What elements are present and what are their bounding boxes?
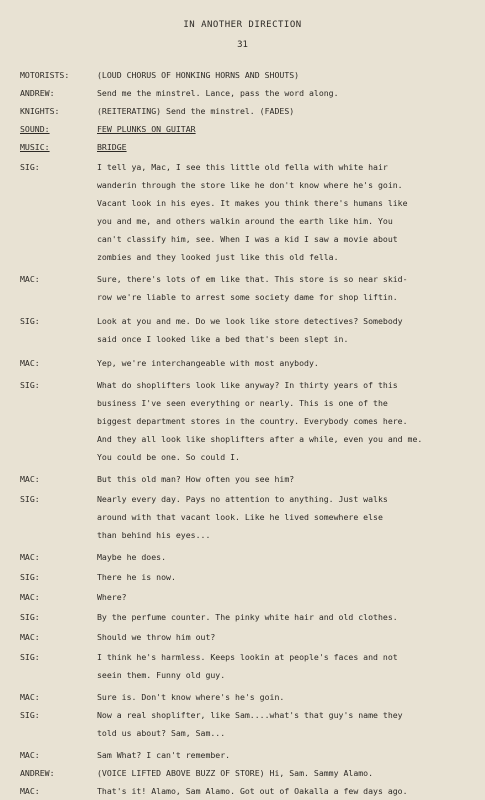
script-line [0, 140, 485, 154]
script-line [0, 332, 485, 346]
script-line [0, 690, 485, 704]
speaker-label: KNIGHTS: [20, 106, 60, 116]
dialogue-text: (REITERATING) Send the minstrel. (FADES) [97, 106, 295, 116]
speaker-label: SIG: [20, 710, 40, 720]
dialogue-text: around with that vacant look. Like he lived somewhere else [97, 512, 383, 522]
dialogue-text: Where? [97, 592, 127, 602]
dialogue-text: said once I looked like a bed that's been slept in. [97, 334, 349, 344]
script-line [0, 432, 485, 446]
dialogue-text: (VOICE LIFTED ABOVE BUZZ OF STORE) Hi, Sam. Sammy Alamo. [97, 768, 374, 778]
script-line [0, 708, 485, 722]
speaker-label: MAC: [20, 750, 40, 760]
script-line [0, 232, 485, 246]
script-line [0, 86, 485, 100]
dialogue-text: By the perfume counter. The pinky white hair and old clothes. [97, 612, 398, 622]
dialogue-text: Sam What? I can't remember. [97, 750, 231, 760]
script-line [0, 378, 485, 392]
script-line [0, 610, 485, 624]
dialogue-text: Nearly every day. Pays no attention to anything. Just walks [97, 494, 388, 504]
script-title: IN ANOTHER DIRECTION [183, 20, 302, 30]
dialogue-text: I tell ya, Mac, I see this little old fella with white hair [97, 162, 388, 172]
dialogue-text: Yep, we're interchangeable with most anybody. [97, 358, 319, 368]
dialogue-text: Maybe he does. [97, 552, 167, 562]
script-line [0, 396, 485, 410]
dialogue-text: wanderin through the store like he don't know where he's goin. [97, 180, 403, 190]
speaker-label: SIG: [20, 316, 40, 326]
dialogue-text: told us about? Sam, Sam... [97, 728, 226, 738]
dialogue-text: Sure, there's lots of em like that. This store is so near skid- [97, 274, 408, 284]
dialogue-text: you and me, and others walkin around the earth like him. You [97, 216, 393, 226]
speaker-label: MAC: [20, 274, 40, 284]
speaker-label: MUSIC: [20, 142, 50, 152]
speaker-label: SIG: [20, 162, 40, 172]
script-line [0, 314, 485, 328]
dialogue-text: zombies and they looked just like this old fella. [97, 252, 339, 262]
script-line [0, 104, 485, 118]
dialogue-text: And they all look like shoplifters after a while, even you and me. [97, 434, 423, 444]
dialogue-text: Vacant look in his eyes. It makes you think there's humans like [97, 198, 408, 208]
dialogue-text: Now a real shoplifter, like Sam....what's that guy's name they [97, 710, 403, 720]
script-line [0, 450, 485, 464]
script-line [0, 196, 485, 210]
script-line [0, 160, 485, 174]
script-line [0, 414, 485, 428]
speaker-label: SOUND: [20, 124, 50, 134]
dialogue-text: can't classify him, see. When I was a kid I saw a movie about [97, 234, 398, 244]
speaker-label: MAC: [20, 552, 40, 562]
script-line [0, 356, 485, 370]
script-line [0, 472, 485, 486]
dialogue-text: biggest department stores in the country. Everybody comes here. [97, 416, 408, 426]
script-line [0, 668, 485, 682]
script-line [0, 492, 485, 506]
speaker-label: MAC: [20, 358, 40, 368]
speaker-label: SIG: [20, 572, 40, 582]
script-line [0, 650, 485, 664]
dialogue-text: There he is now. [97, 572, 176, 582]
script-line [0, 570, 485, 584]
speaker-label: SIG: [20, 380, 40, 390]
dialogue-text: (LOUD CHORUS OF HONKING HORNS AND SHOUTS) [97, 70, 300, 80]
dialogue-text: That's it! Alamo, Sam Alamo. Got out of Oakalla a few days ago. [97, 786, 408, 796]
script-line [0, 630, 485, 644]
script-line [0, 784, 485, 798]
script-line [0, 68, 485, 82]
dialogue-text: business I've seen everything or nearly. This is one of the [97, 398, 388, 408]
script-line [0, 178, 485, 192]
script-line [0, 290, 485, 304]
script-line [0, 590, 485, 604]
script-line [0, 122, 485, 136]
script-line [0, 510, 485, 524]
dialogue-text: You could be one. So could I. [97, 452, 240, 462]
script-line [0, 528, 485, 542]
script-line [0, 550, 485, 564]
dialogue-text: What do shoplifters look like anyway? In thirty years of this [97, 380, 398, 390]
dialogue-text: seein them. Funny old guy. [97, 670, 226, 680]
script-line [0, 250, 485, 264]
dialogue-text: FEW PLUNKS ON GUITAR [97, 124, 196, 134]
dialogue-text: row we're liable to arrest some society dame for shop liftin. [97, 292, 398, 302]
script-line [0, 214, 485, 228]
script-line [0, 726, 485, 740]
dialogue-text: Send me the minstrel. Lance, pass the word along. [97, 88, 339, 98]
speaker-label: SIG: [20, 494, 40, 504]
speaker-label: MAC: [20, 474, 40, 484]
speaker-label: MAC: [20, 692, 40, 702]
dialogue-text: Should we throw him out? [97, 632, 216, 642]
dialogue-text: Sure is. Don't know where's he's goin. [97, 692, 285, 702]
speaker-label: ANDREW: [20, 768, 55, 778]
speaker-label: ANDREW: [20, 88, 55, 98]
dialogue-text: But this old man? How often you see him? [97, 474, 295, 484]
speaker-label: MAC: [20, 786, 40, 796]
dialogue-text: BRIDGE [97, 142, 127, 152]
page-number: 31 [237, 40, 248, 50]
speaker-label: MAC: [20, 592, 40, 602]
speaker-label: MOTORISTS: [20, 70, 70, 80]
script-line [0, 272, 485, 286]
speaker-label: SIG: [20, 652, 40, 662]
script-line [0, 748, 485, 762]
dialogue-text: than behind his eyes... [97, 530, 211, 540]
dialogue-text: Look at you and me. Do we look like store detectives? Somebody [97, 316, 403, 326]
speaker-label: MAC: [20, 632, 40, 642]
script-line [0, 766, 485, 780]
speaker-label: SIG: [20, 612, 40, 622]
dialogue-text: I think he's harmless. Keeps lookin at people's faces and not [97, 652, 398, 662]
